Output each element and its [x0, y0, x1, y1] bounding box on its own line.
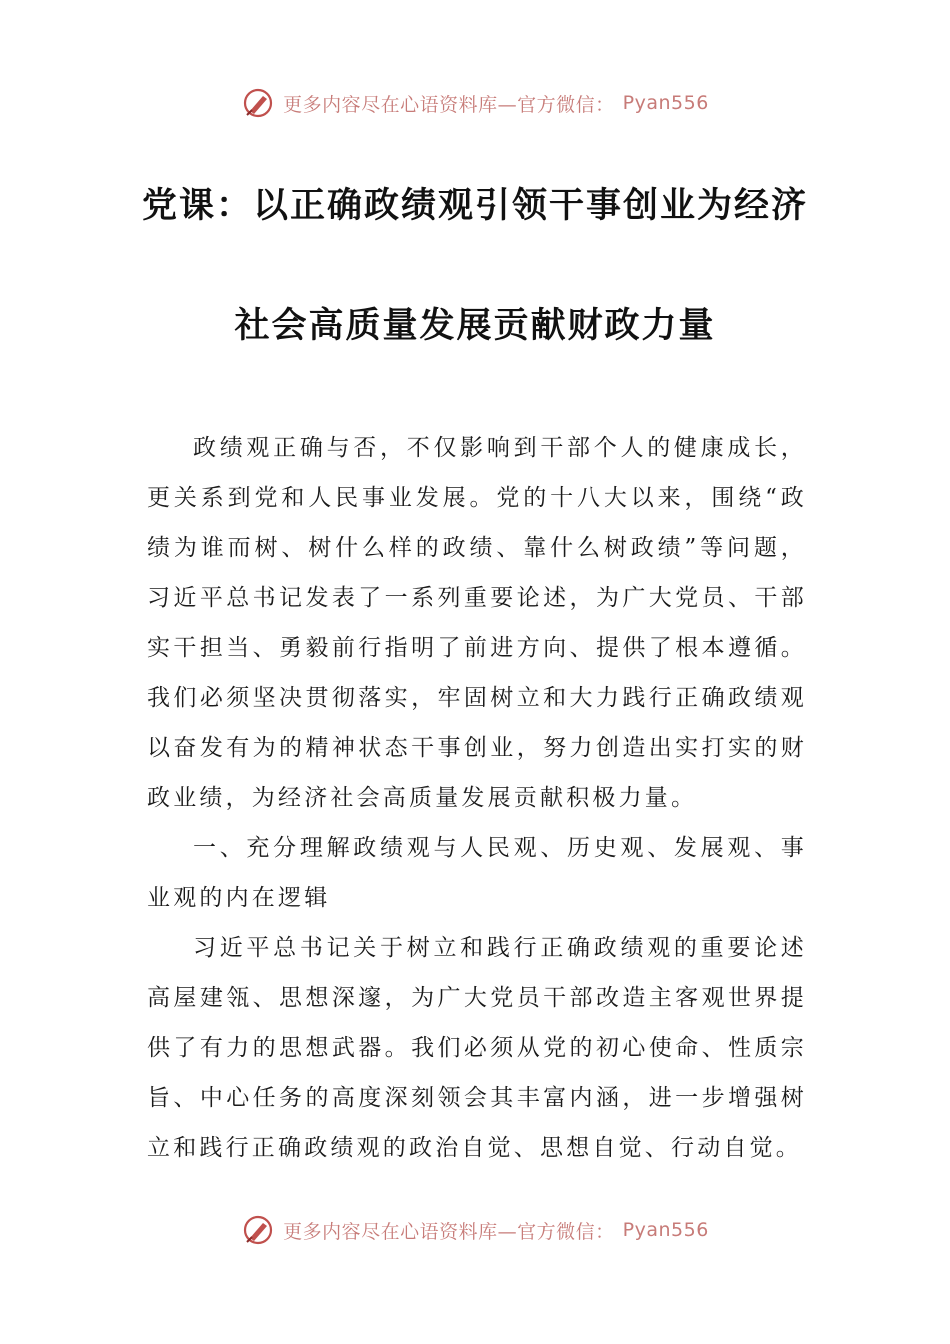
document-title-line-1: 党课：以正确政绩观引领干事创业为经济	[141, 186, 808, 226]
watermark-account: Pyan556	[622, 92, 709, 114]
footer-watermark	[0, 1213, 950, 1247]
watermark-account: Pyan556	[622, 1219, 709, 1241]
document-title-line-2: 社会高质量发展贡献财政力量	[234, 306, 716, 346]
pen-logo-icon	[241, 86, 275, 120]
header-watermark	[0, 86, 950, 120]
paragraph-section-1: 习近平总书记关于树立和践行正确政绩观的重要论述高屋建瓴、思想深邃，为广大党员干部改造主客观世界提供了有力的思想武器。我们必须从党的初心使命、性质宗旨、中心任务的高度深刻领会其丰富内涵，进一步增强树立和践行正确政绩观的政治自觉、思想自觉、行动自觉。	[147, 935, 807, 1161]
pen-logo-icon	[241, 1213, 275, 1247]
paragraph-intro: 政绩观正确与否，不仅影响到干部个人的健康成长，更关系到党和人民事业发展。党的十八大以来，围绕“政绩为谁而树、树什么样的政绩、靠什么树政绩”等问题，习近平总书记发表了一系列重要论述，为广大党员、干部实干担当、勇毅前行指明了前进方向、提供了根本遵循。我们必须坚决贯彻落实，牢固树立和大力践行正确政绩观以奋发有为的精神状态干事创业，努力创造出实打实的财政业绩，为经济社会高质量发展贡献积极力量。	[147, 435, 807, 811]
section-heading-1: 一、充分理解政绩观与人民观、历史观、发展观、事业观的内在逻辑	[147, 835, 807, 911]
watermark-text: 更多内容尽在心语资料库—官方微信：	[283, 93, 615, 116]
watermark-text: 更多内容尽在心语资料库—官方微信：	[283, 1220, 615, 1243]
document-body	[147, 423, 807, 1173]
